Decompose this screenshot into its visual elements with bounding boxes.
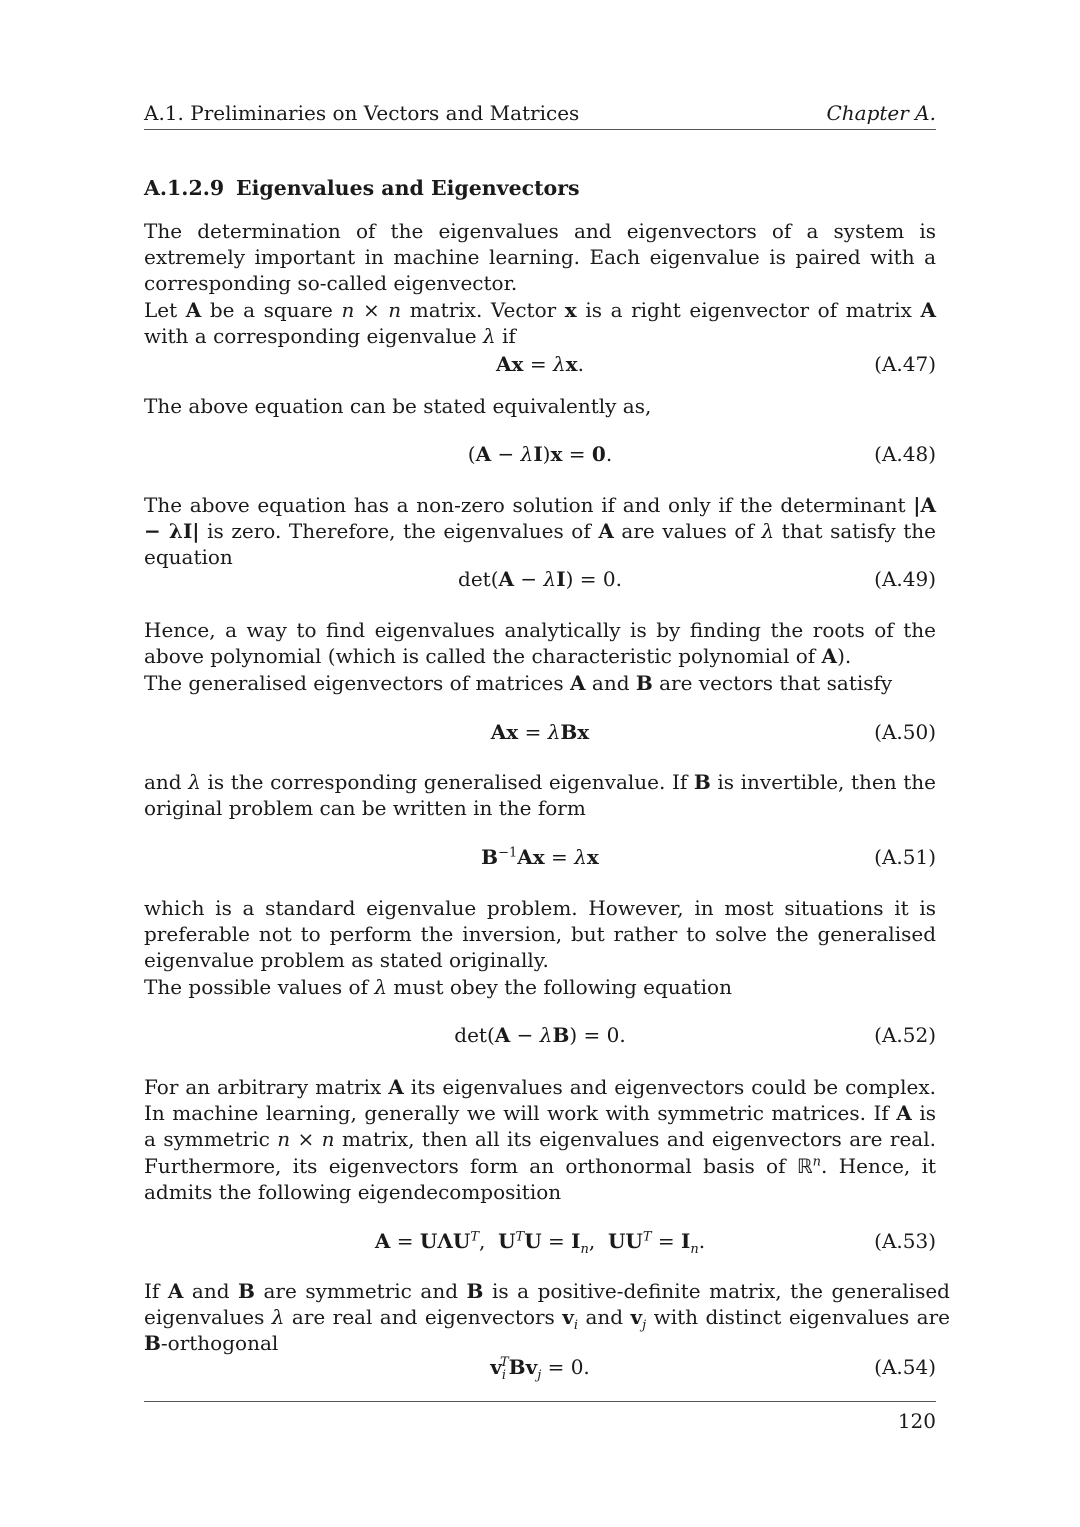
paragraph-symmetric: For an arbitrary matrix A its eigenvalues and eigenvectors could be complex. In machine learning, generally we will work with symmetric matrices. If A is a symmetric n × n matrix, then all its eigenvalues and eigenvectors are real. Furthermore, its eigenvectors form an orthonormal basis of ℝ$^n$. Hence, it admits the following eigendecomposition: [144, 1075, 937, 1204]
page-number: 120: [897, 1409, 936, 1433]
paragraph-intro: The determination of the eigenvalues and eigenvectors of a system is extremely important in machine learning. Each eigenvalue is paired with a corresponding so-called eigenvector.: [144, 219, 936, 296]
equation-tag: (A.50): [874, 720, 936, 744]
paragraph-invertible: and λ is the corresponding generalised eigenvalue. If B is invertible, then the original problem can be written in the form: [144, 770, 937, 821]
equation-tag: (A.49): [874, 567, 936, 591]
equation-tag: (A.51): [874, 845, 936, 869]
equation-a50: Ax = λBx (A.50): [490, 720, 936, 744]
paragraph-generalised: The generalised eigenvectors of matrices A and B are vectors that satisfy: [144, 671, 893, 695]
equation-a54: $v_i^TBv_j = 0$. (A.54): [490, 1355, 936, 1383]
paragraph-equivalent: The above equation can be stated equivalently as,: [144, 394, 652, 418]
equation-a49: det(A − λI) = 0. (A.49): [458, 567, 936, 591]
equation-tag: (A.47): [874, 352, 936, 376]
footer-rule: [144, 1401, 936, 1402]
running-header: [144, 101, 936, 130]
equation-tag: (A.54): [874, 1355, 936, 1379]
section-number: A.1.2.9: [144, 176, 225, 200]
paragraph-characteristic: Hence, a way to find eigenvalues analytically is by finding the roots of the above polynomial (which is called the characteristic polynomial of A).: [144, 618, 936, 669]
paragraph-determinant: The above equation has a non-zero solution if and only if the determinant |A − λI| is zero. Therefore, the eigenvalues of A are values of λ that satisfy the equation: [144, 493, 937, 570]
equation-a47: Ax = λx. (A.47): [496, 352, 936, 376]
paragraph-positive-definite: If A and B are symmetric and B is a positive-definite matrix, the generalised eigenvalues λ are real and eigenvectors $v_i$ and $v_j$ with distinct eigenvalues are B-orthogonal: [144, 1279, 950, 1356]
header-section-title: A.1. Preliminaries on Vectors and Matrices: [144, 101, 580, 125]
equation-a51: $B^{-1}Ax = \lambda x$ (A.51): [481, 845, 936, 869]
equation-a52: det(A − λB) = 0. (A.52): [454, 1023, 936, 1047]
equation-tag: (A.53): [874, 1229, 936, 1253]
section-heading: [144, 176, 580, 200]
equation-a53: $A = U\Lambda U^T$, $U^TU = I_n$, $UU^T = I_n$. (A.53): [374, 1229, 936, 1257]
equation-tag: (A.48): [874, 442, 936, 466]
header-chapter: Chapter A.: [826, 101, 936, 125]
equation-a48: (A − λI)x = 0. (A.48): [467, 442, 936, 466]
paragraph-standard-problem: which is a standard eigenvalue problem. However, in most situations it is preferable not to perform the inversion, but rather to solve the generalised eigenvalue problem as stated originally.: [144, 896, 936, 973]
section-title: Eigenvalues and Eigenvectors: [236, 176, 580, 200]
paragraph-possible-values: The possible values of λ must obey the following equation: [144, 975, 732, 999]
paragraph-definition: Let A be a square n × n matrix. Vector x is a right eigenvector of matrix A with a corresponding eigenvalue λ if: [144, 298, 937, 349]
equation-tag: (A.52): [874, 1023, 936, 1047]
